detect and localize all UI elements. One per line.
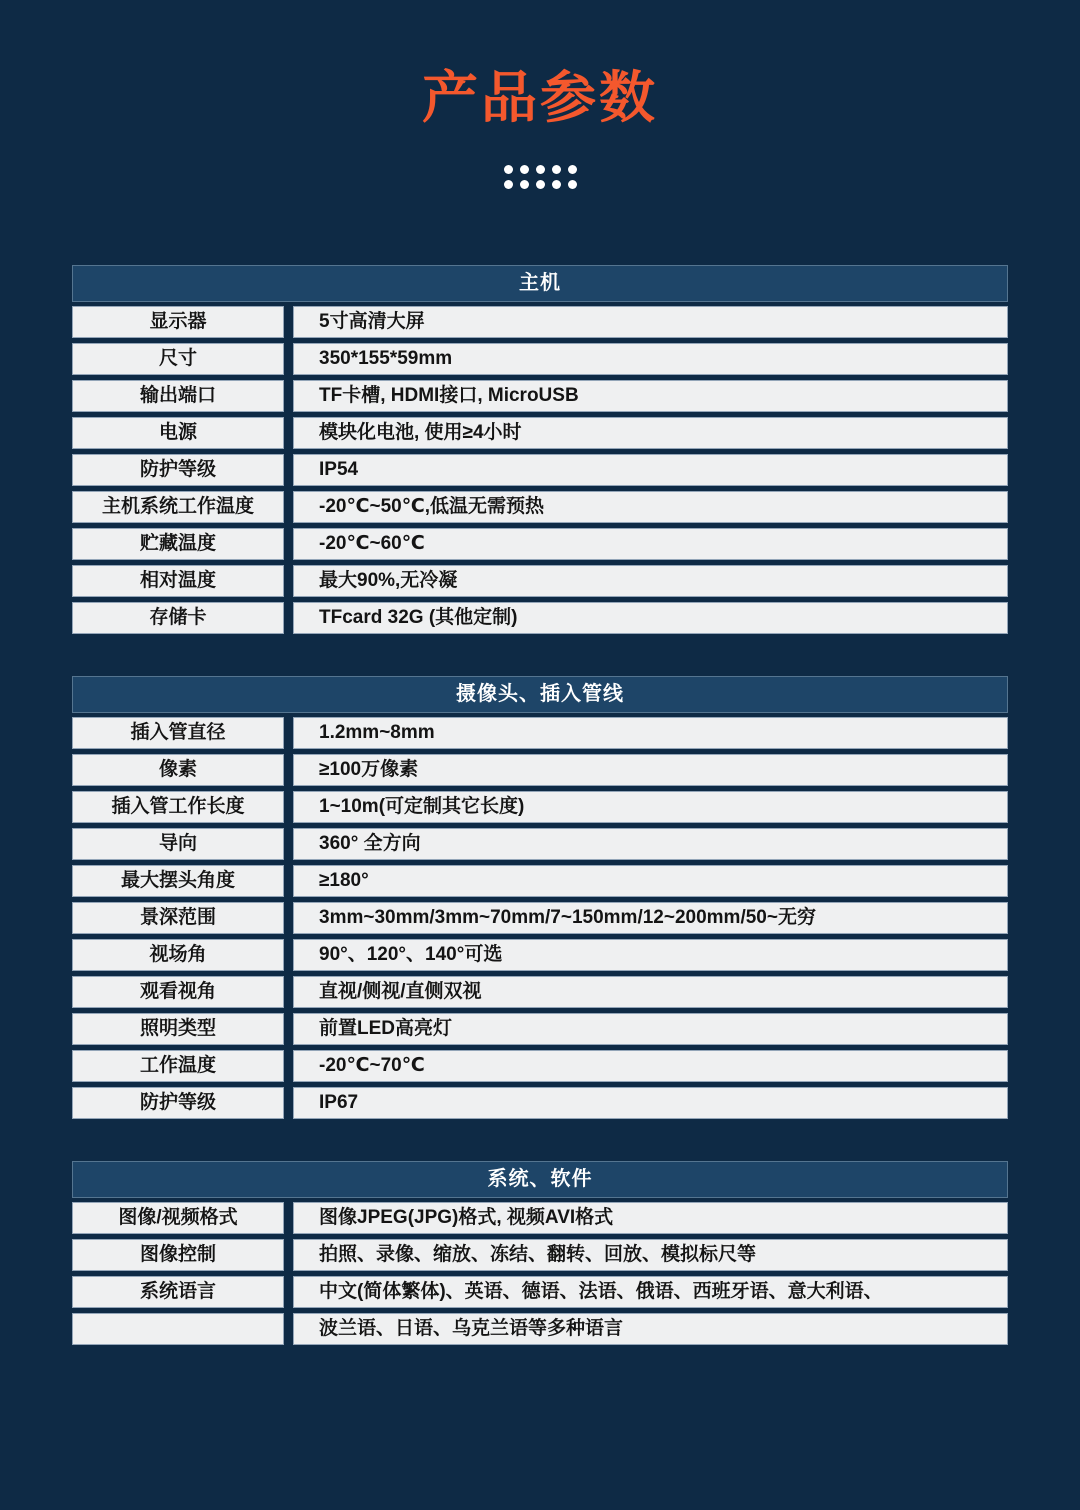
- row-label: 插入管工作长度: [72, 791, 284, 823]
- row-label: 最大摆头角度: [72, 865, 284, 897]
- table-row: [72, 602, 1008, 634]
- dot: [552, 180, 561, 189]
- row-label: 相对温度: [72, 565, 284, 597]
- spec-table: [72, 676, 1008, 1119]
- row-label: 显示器: [72, 306, 284, 338]
- row-value: IP54: [293, 454, 1008, 486]
- table-row: [72, 1202, 1008, 1234]
- table-row: [72, 717, 1008, 749]
- spec-table: [72, 265, 1008, 634]
- row-label: [72, 1313, 284, 1345]
- row-label: 尺寸: [72, 343, 284, 375]
- row-label: 防护等级: [72, 1087, 284, 1119]
- row-value: ≥180°: [293, 865, 1008, 897]
- table-row: [72, 939, 1008, 971]
- dots-decoration: [504, 165, 577, 189]
- row-value: IP67: [293, 1087, 1008, 1119]
- row-label: 输出端口: [72, 380, 284, 412]
- row-value: ≥100万像素: [293, 754, 1008, 786]
- row-value: TFcard 32G (其他定制): [293, 602, 1008, 634]
- row-value: 1.2mm~8mm: [293, 717, 1008, 749]
- table-row: [72, 1313, 1008, 1345]
- table-row: [72, 306, 1008, 338]
- row-label: 工作温度: [72, 1050, 284, 1082]
- spec-table: [72, 1161, 1008, 1345]
- dot: [568, 180, 577, 189]
- row-value: 3mm~30mm/3mm~70mm/7~150mm/12~200mm/50~无穷: [293, 902, 1008, 934]
- row-label: 照明类型: [72, 1013, 284, 1045]
- table-header: 摄像头、插入管线: [72, 676, 1008, 713]
- table-header: 系统、软件: [72, 1161, 1008, 1198]
- table-row: [72, 1050, 1008, 1082]
- table-row: [72, 454, 1008, 486]
- table-row: [72, 1276, 1008, 1308]
- row-value: 中文(简体繁体)、英语、德语、法语、俄语、西班牙语、意大利语、: [293, 1276, 1008, 1308]
- row-label: 景深范围: [72, 902, 284, 934]
- row-value: 最大90%,无冷凝: [293, 565, 1008, 597]
- row-value: 1~10m(可定制其它长度): [293, 791, 1008, 823]
- page-title: 产品参数: [422, 66, 658, 129]
- table-row: [72, 565, 1008, 597]
- row-value: -20℃~50℃,低温无需预热: [293, 491, 1008, 523]
- table-row: [72, 828, 1008, 860]
- row-label: 主机系统工作温度: [72, 491, 284, 523]
- dot: [504, 180, 513, 189]
- row-label: 图像/视频格式: [72, 1202, 284, 1234]
- table-row: [72, 417, 1008, 449]
- table-row: [72, 865, 1008, 897]
- table-row: [72, 380, 1008, 412]
- row-label: 观看视角: [72, 976, 284, 1008]
- row-value: 模块化电池, 使用≥4小时: [293, 417, 1008, 449]
- table-header: 主机: [72, 265, 1008, 302]
- row-value: 图像JPEG(JPG)格式, 视频AVI格式: [293, 1202, 1008, 1234]
- row-label: 导向: [72, 828, 284, 860]
- table-row: [72, 1087, 1008, 1119]
- dot: [520, 180, 529, 189]
- row-label: 插入管直径: [72, 717, 284, 749]
- table-row: [72, 1239, 1008, 1271]
- table-row: [72, 754, 1008, 786]
- row-label: 像素: [72, 754, 284, 786]
- row-value: 波兰语、日语、乌克兰语等多种语言: [293, 1313, 1008, 1345]
- row-value: 360° 全方向: [293, 828, 1008, 860]
- spec-tables: [72, 265, 1008, 1345]
- dot: [504, 165, 513, 174]
- table-row: [72, 343, 1008, 375]
- row-label: 系统语言: [72, 1276, 284, 1308]
- row-value: 350*155*59mm: [293, 343, 1008, 375]
- row-value: TF卡槽, HDMI接口, MicroUSB: [293, 380, 1008, 412]
- dot: [536, 180, 545, 189]
- dot: [552, 165, 561, 174]
- row-value: 5寸高清大屏: [293, 306, 1008, 338]
- row-value: 前置LED高亮灯: [293, 1013, 1008, 1045]
- table-row: [72, 791, 1008, 823]
- row-label: 电源: [72, 417, 284, 449]
- dot: [520, 165, 529, 174]
- table-row: [72, 902, 1008, 934]
- row-label: 存储卡: [72, 602, 284, 634]
- dot: [568, 165, 577, 174]
- row-value: -20℃~60℃: [293, 528, 1008, 560]
- table-row: [72, 491, 1008, 523]
- row-label: 图像控制: [72, 1239, 284, 1271]
- table-row: [72, 976, 1008, 1008]
- row-label: 防护等级: [72, 454, 284, 486]
- row-label: 贮藏温度: [72, 528, 284, 560]
- row-label: 视场角: [72, 939, 284, 971]
- row-value: 90°、120°、140°可选: [293, 939, 1008, 971]
- table-row: [72, 1013, 1008, 1045]
- row-value: -20℃~70℃: [293, 1050, 1008, 1082]
- table-row: [72, 528, 1008, 560]
- row-value: 直视/侧视/直侧双视: [293, 976, 1008, 1008]
- row-value: 拍照、录像、缩放、冻结、翻转、回放、模拟标尺等: [293, 1239, 1008, 1271]
- dot: [536, 165, 545, 174]
